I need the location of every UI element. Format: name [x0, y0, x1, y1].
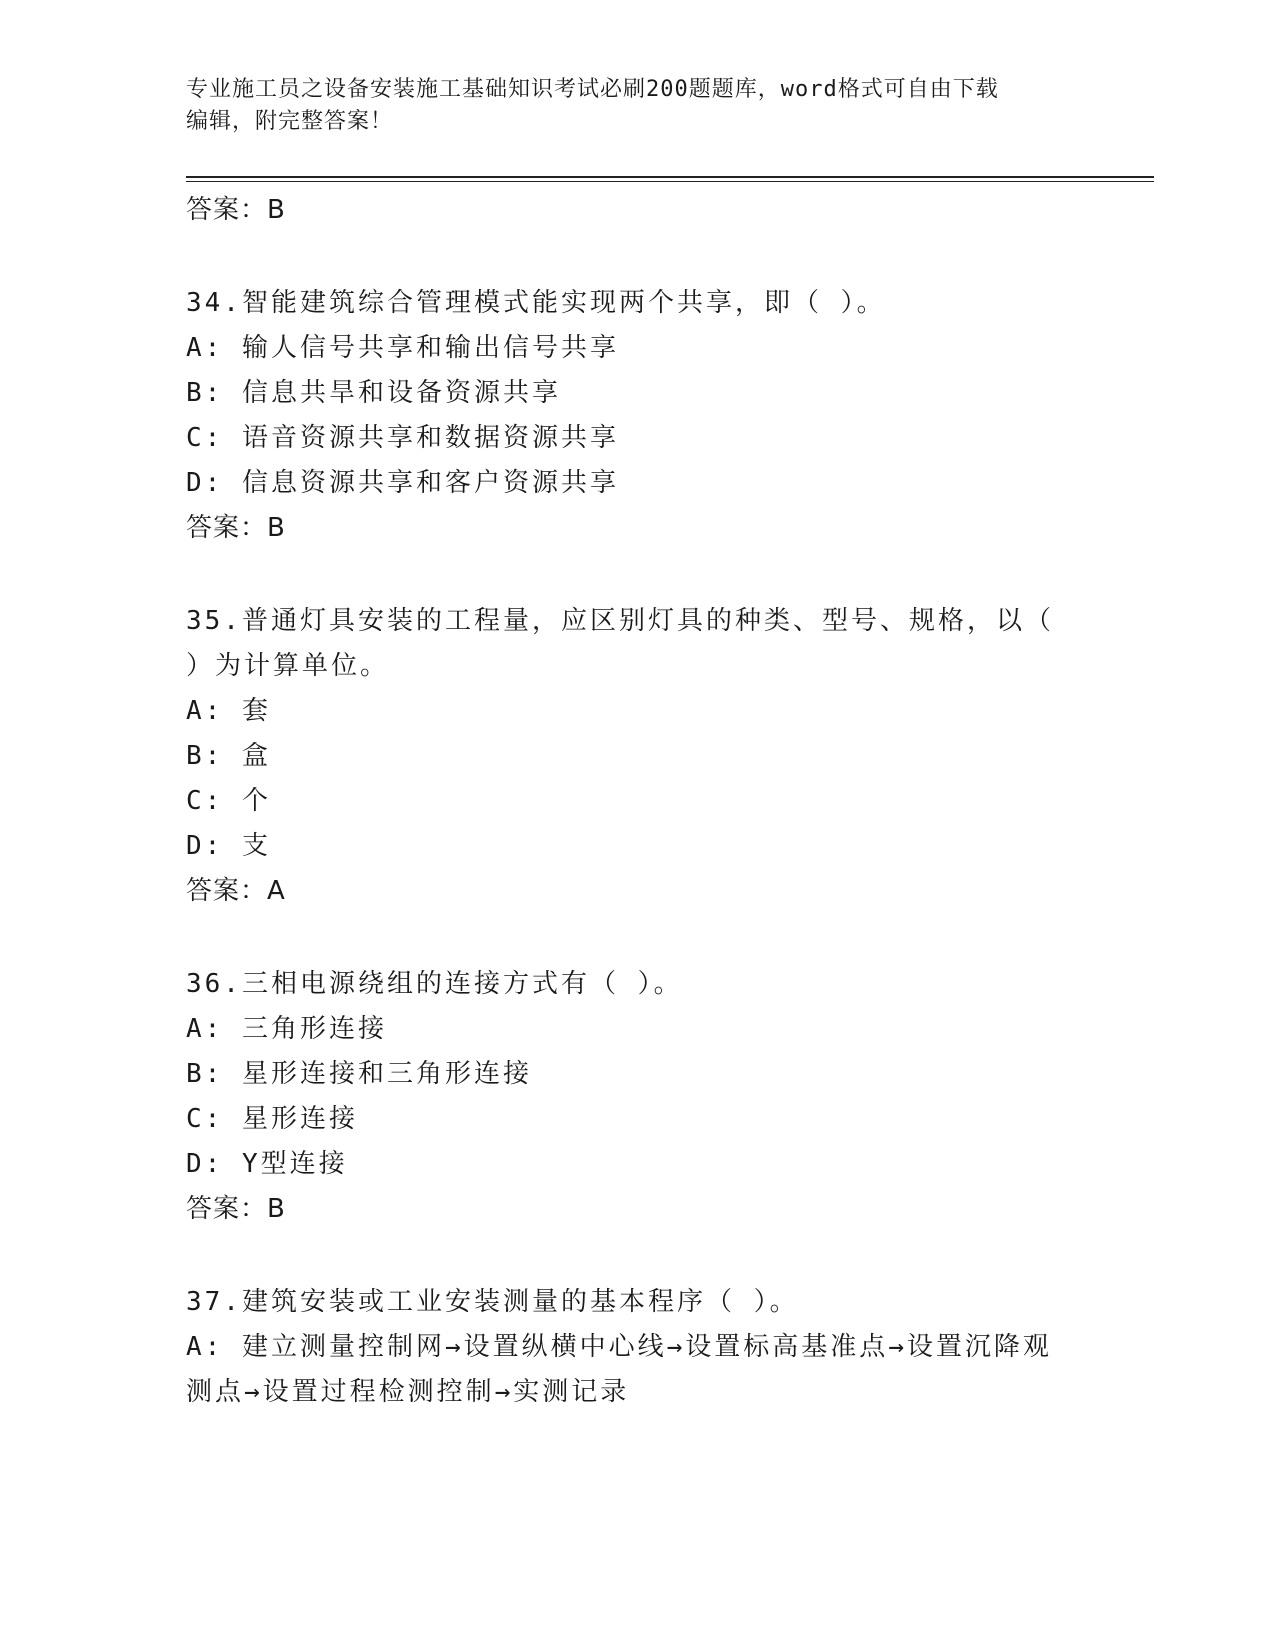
option-c: C: 语音资源共享和数据资源共享	[186, 423, 619, 453]
question-stem: 34.智能建筑综合管理模式能实现两个共享，即（ ）。	[186, 288, 886, 318]
question-stem: 36.三相电源绕组的连接方式有（ ）。	[186, 969, 683, 999]
option-a: A: 建立测量控制网→设置纵横中心线→设置标高基准点→设置沉降观	[186, 1332, 1052, 1362]
question-36	[186, 962, 1086, 1232]
question-stem-line-1: 35.普通灯具安装的工程量，应区别灯具的种类、型号、规格，以（	[186, 606, 1054, 636]
answer-line: 答案：A	[186, 876, 286, 906]
option-a: A: 三角形连接	[186, 1014, 387, 1044]
answer-line: 答案：B	[186, 1194, 286, 1224]
answer-line: 答案：B	[186, 195, 286, 225]
option-c: C: 星形连接	[186, 1104, 358, 1134]
answer-line: 答案：B	[186, 513, 286, 543]
option-a: A: 输人信号共享和输出信号共享	[186, 333, 619, 363]
header-title-line-1: 专业施工员之设备安装施工基础知识考试必刷200题题库，word格式可自由下载	[186, 77, 999, 102]
question-34	[186, 281, 1086, 551]
header-divider-thin	[186, 181, 1154, 182]
option-a-continued: 测点→设置过程检测控制→实测记录	[186, 1377, 630, 1407]
spacer	[186, 914, 1086, 962]
question-list	[186, 188, 1086, 1415]
option-b: B: 星形连接和三角形连接	[186, 1059, 532, 1089]
header-divider-thick	[186, 176, 1154, 178]
page-header	[186, 74, 1086, 138]
option-a: A: 套	[186, 696, 271, 726]
spacer	[186, 233, 1086, 281]
question-35	[186, 599, 1086, 914]
question-stem-line-2: ）为计算单位。	[186, 651, 390, 681]
option-d: D: Y型连接	[186, 1149, 348, 1179]
option-b: B: 盒	[186, 741, 271, 771]
option-c: C: 个	[186, 786, 271, 816]
header-title-line-2: 编辑，附完整答案！	[186, 109, 394, 134]
option-d: D: 信息资源共享和客户资源共享	[186, 468, 619, 498]
spacer	[186, 1232, 1086, 1280]
question-37	[186, 1280, 1086, 1415]
question-stem: 37.建筑安装或工业安装测量的基本程序（ ）。	[186, 1287, 799, 1317]
option-d: D: 支	[186, 831, 271, 861]
spacer	[186, 551, 1086, 599]
option-b: B: 信息共旱和设备资源共享	[186, 378, 561, 408]
